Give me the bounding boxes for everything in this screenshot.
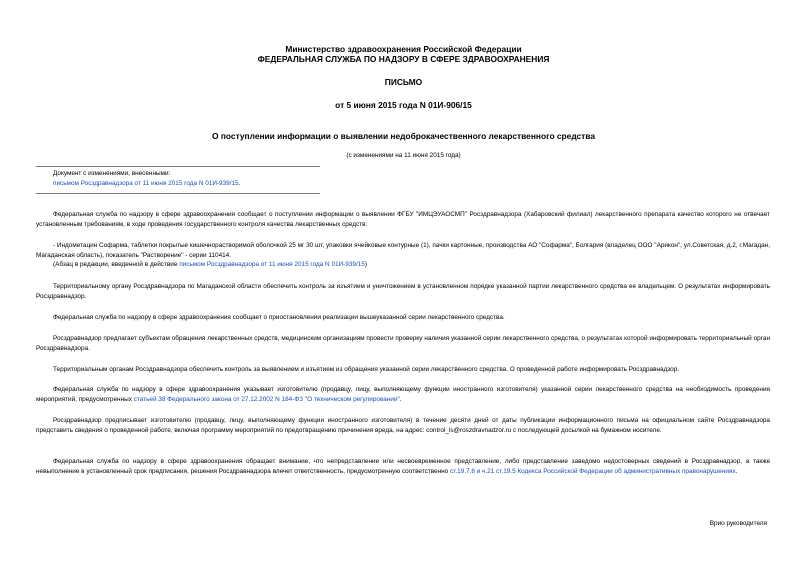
- paragraph-2: [36, 241, 770, 270]
- changes-box-label: Документ с изменениями, внесенными:: [53, 170, 171, 177]
- paragraph-5: [36, 334, 770, 353]
- paragraph-7-tail: .: [399, 395, 402, 403]
- paragraph-8-text: Росздравнадзор предписывает изготовителю (продавцу, лицу, выполняющему функции иностранного изготовителя) в течение десяти дней от даты публикации информационного письма на официальном сайте Росздравнадзора представить сведения о проведенной работе, включая программу мероприятий по предотвращению причинения вреда, на адрес: control_ls@roszdravnadzor.ru с последующей досылкой на бумажном носителе.: [36, 417, 770, 434]
- paragraph-1: [36, 210, 770, 229]
- paragraph-2-text: - Индометацин Софарма, таблетки покрытые кишечнорастворимой оболочкой 25 мг 30 шт, упаковки ячейковые контурные (1), пачки картонные, производства АО "Софарма", Болгария (владелец ООО "Арикон", ул.Советская, д.2, г.Магадан, Магаданская область), показатель "Растворение" - серии 110414.: [36, 242, 770, 259]
- paragraph-9-body: Федеральная служба по надзору в сфере здравоохранения обращает внимание, что непредставление или несвоевременное представление, либо представление заведомо недостоверных сведений в Росздравнадзор, а также невыполнение в установленный срок предписания, решения Росздравнадзора влечет ответственность, предусмотренную соответственно: [36, 458, 770, 475]
- paragraph-6: [36, 365, 770, 375]
- note-suffix: ): [364, 261, 367, 269]
- paragraph-6-text: Территориальным органам Росздравнадзора обеспечить контроль за выявлением и изъятием из обращения указанной серии лекарственного средства. О проведенной работе информировать Росздравнадзор.: [53, 366, 680, 373]
- changes-box-bottom-divider: [36, 193, 320, 194]
- document-date-number: от 5 июня 2015 года N 01И-906/15: [335, 100, 472, 110]
- paragraph-4: [36, 313, 770, 323]
- service-name: ФЕДЕРАЛЬНАЯ СЛУЖБА ПО НАДЗОРУ В СФЕРЕ ЗДРАВООХРАНЕНИЯ: [257, 54, 550, 64]
- paragraph-9-text: [36, 457, 770, 476]
- paragraph-3: [36, 282, 770, 301]
- document-type: ПИСЬМО: [384, 77, 423, 87]
- administrative-code-link[interactable]: ст.19.7.8 и ч.21 ст.19.5 Кодекса Российской Федерации об административных правонарушениях: [449, 467, 736, 475]
- paragraph-9: [36, 457, 770, 476]
- changes-box-link-line: [36, 179, 320, 189]
- paragraph-1-text: Федеральная служба по надзору в сфере здравоохранения сообщает о поступлении информации о выявлении ФГБУ "ИМЦЭУАОСМП" Росздравнадзора (Хабаровский филиал) лекарственного препарата качество которого не отвечает установленным требованиям, в ходе проведения государственного контроля качества лекарственных средств:: [36, 211, 770, 228]
- paragraph-3-text: Территориальному органу Росздравнадзора по Магаданской области обеспечить контроль за изъятием и уничтожением в установленном порядке указанной партии лекарственного средства ее владельцем. О результатах информировать Росздравнадзор.: [36, 283, 770, 300]
- federal-law-article-38-link[interactable]: статьей 38 Федерального закона от 27.12.2002 N 184-ФЗ "О техническом регулировании": [133, 395, 400, 403]
- paragraph-7-body: Федеральная служба по надзору в сфере здравоохранения указывает изготовителю (продавцу, лицу, выполняющему функции иностранного изготовителя) указанной серии лекарственного средства на необходимость проведения мероприятий, предусмотренных: [36, 386, 770, 403]
- note-amending-letter-link[interactable]: письмом Росздравнадзора от 11 июня 2015 года N 01И-939/15: [179, 261, 365, 269]
- amending-letter-link[interactable]: письмом Росздравнадзора от 11 июня 2015 года N 01И-939/15: [53, 180, 239, 187]
- paragraph-9-tail: .: [735, 467, 738, 475]
- document-title: О поступлении информации о выявлении недоброкачественного лекарственного средства: [212, 131, 595, 141]
- paragraph-4-text: Федеральная служба по надзору в сфере здравоохранения сообщает о приостановлении реализации вышеуказанной серии лекарственного средства.: [53, 314, 505, 321]
- paragraph-5-text: Росздравнадзор предлагает субъектам обращения лекарственных средств, медицинским организациям провести проверку наличия указанной серии лекарственного средства, о результатах которой информировать территориальный орган Росздравнадзора.: [36, 335, 770, 352]
- paragraph-7-text: [36, 385, 770, 404]
- ministry-name: Министерство здравоохранения Российской Федерации: [285, 44, 522, 54]
- changes-box-link-tail: .: [238, 180, 241, 187]
- paragraph-8: [36, 416, 770, 435]
- changes-box: [36, 166, 320, 194]
- paragraph-7: [36, 385, 770, 404]
- changes-box-top-divider: [36, 166, 320, 167]
- signature-line: Врио руководителя: [709, 520, 767, 527]
- document-header: [0, 44, 807, 110]
- note-prefix: (Абзац в редакции, введенной в действие: [53, 261, 180, 269]
- paragraph-2-note: [36, 260, 770, 270]
- amendment-note: (с изменениями на 11 июня 2015 года): [346, 152, 461, 159]
